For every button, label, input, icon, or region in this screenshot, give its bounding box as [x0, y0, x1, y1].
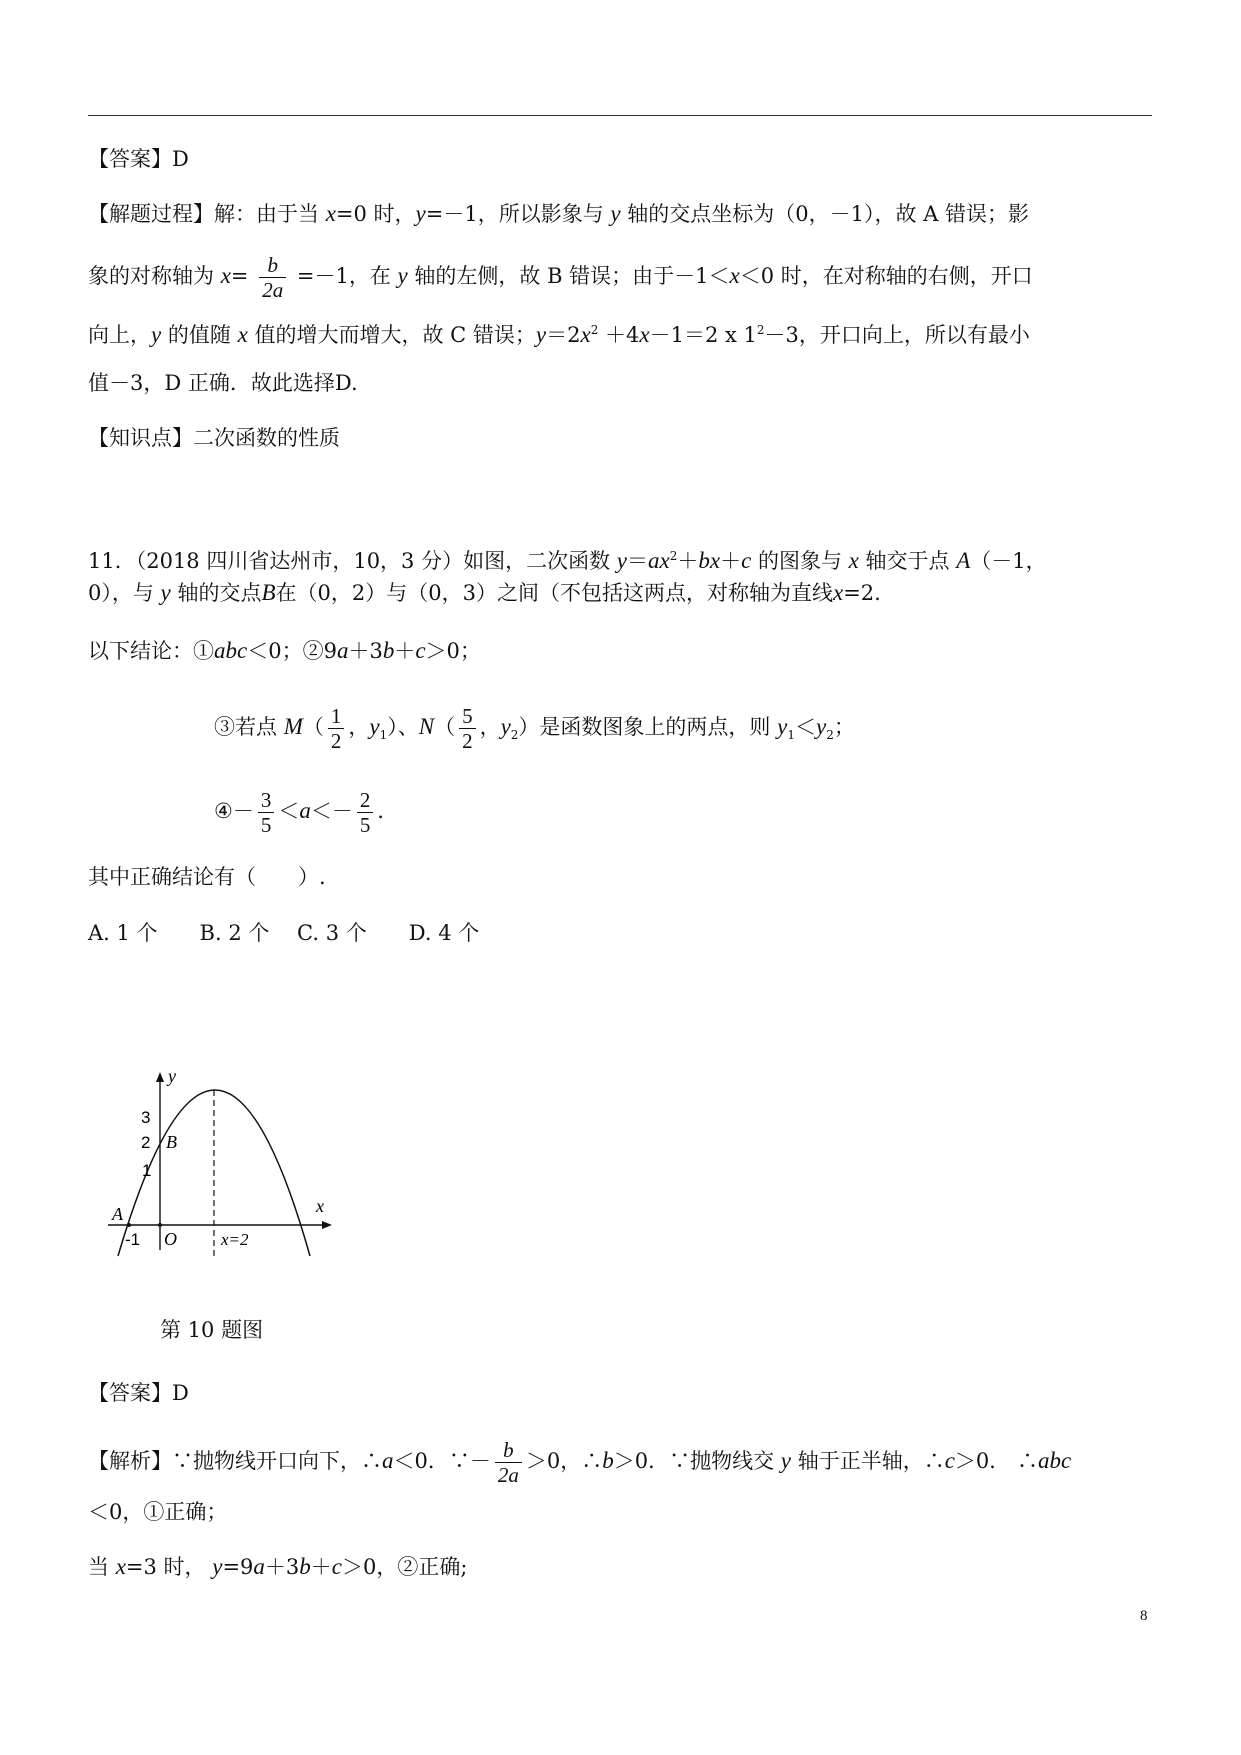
knowledge-line: 【知识点】二次函数的性质: [88, 426, 340, 450]
question-line-1: 11．（2018 四川省达州市，10，3 分）如图，二次函数 $y=ax^2+bx+c$ 的图象与 x 轴交于点 A（－1，: [88, 548, 1047, 573]
y-axis-label: y: [168, 1066, 176, 1086]
header-rule: [88, 115, 1152, 116]
x-axis-arrow: [322, 1221, 332, 1229]
answer-options: A. 1 个 B. 2 个 C. 3 个 D. 4 个: [88, 921, 480, 945]
analysis-line-3: 当 x=3 时， y=9a＋3b＋c＞0，②正确;: [88, 1554, 468, 1579]
figure-caption: 第 10 题图: [160, 1318, 264, 1342]
point-a-dot: [127, 1223, 131, 1227]
analysis-line-1: 【解析】∵抛物线开口向下，∴a＜0．∵－ $\frac{b}{2a}$ ＞0，∴b＞0．∵抛物线交 y 轴于正半轴，∴c＞0． ∴abc: [88, 1438, 1072, 1487]
tick-neg1-label: -1: [125, 1230, 141, 1249]
fraction-3-over-5: $\frac{3}{5}$: [258, 788, 275, 837]
tick-1-label: 1: [142, 1161, 152, 1180]
question-line-5: ④－ $\frac{3}{5}$ ＜a＜－ $\frac{2}{5}$ ．: [214, 788, 399, 837]
question-line-2: 0），与 y 轴的交点B在（0，2）与（0，3）之间（不包括这两点，对称轴为直线x=2.: [88, 580, 881, 605]
question-line-4: ③若点 M（ $\frac{1}{2}$ ，$y_1$）、N（ $\frac{5}{2}$ ，$y_2$）是函数图象上的两点，则 $y_1<y_2$；: [214, 704, 855, 753]
origin-label: O: [164, 1229, 177, 1249]
point-a-label: A: [112, 1204, 123, 1224]
origin-dot: [158, 1223, 162, 1227]
solution-line-4: 值－3，D 正确．故此选择D.: [88, 371, 358, 395]
tick-3-label: 3: [141, 1108, 151, 1127]
question-line-3: 以下结论：①abc＜0；②9a＋3b＋c＞0；: [88, 638, 481, 663]
point-b-label: B: [166, 1132, 177, 1152]
answer-line-1: 【答案】D: [88, 147, 189, 171]
fraction-b-over-2a-analysis: $\frac{b}{2a}$: [495, 1438, 522, 1487]
fraction-1-over-2: $\frac{1}{2}$: [328, 704, 345, 753]
solution-line-3: 向上，y 的值随 x 值的增大而增大，故 C 错误；$y=2x^2 +4x-1=2$ x $1^2-3$，开口向上，所以有最小: [88, 322, 1030, 347]
parabola-figure: [100, 1060, 340, 1260]
solution-line-1: 【解题过程】解：由于当 x=0 时，y=－1，所以影象与 y 轴的交点坐标为（0，－1），故 A 错误；影: [88, 201, 1030, 226]
question-line-6: 其中正确结论有（ ）.: [88, 865, 326, 889]
fraction-5-over-2: $\frac{5}{2}$: [459, 704, 476, 753]
symmetry-axis-label: x=2: [221, 1230, 249, 1249]
page-number: 8: [1140, 1608, 1148, 1624]
analysis-line-2: ＜0，①正确；: [88, 1500, 228, 1524]
y-axis-arrow: [156, 1072, 164, 1082]
solution-line-2: 象的对称轴为 x= $\frac{b}{2a}$ =－1，在 y 轴的左侧，故 B 错误；由于－1＜x＜0 时，在对称轴的右侧，开口: [88, 253, 1033, 302]
answer-line-2: 【答案】D: [88, 1381, 189, 1405]
tick-2-label: 2: [141, 1133, 151, 1152]
fraction-b-over-2a: $\frac{b}{2a}$: [259, 253, 286, 302]
x-axis-label: x: [316, 1196, 324, 1216]
fraction-2-over-5: $\frac{2}{5}$: [357, 788, 374, 837]
